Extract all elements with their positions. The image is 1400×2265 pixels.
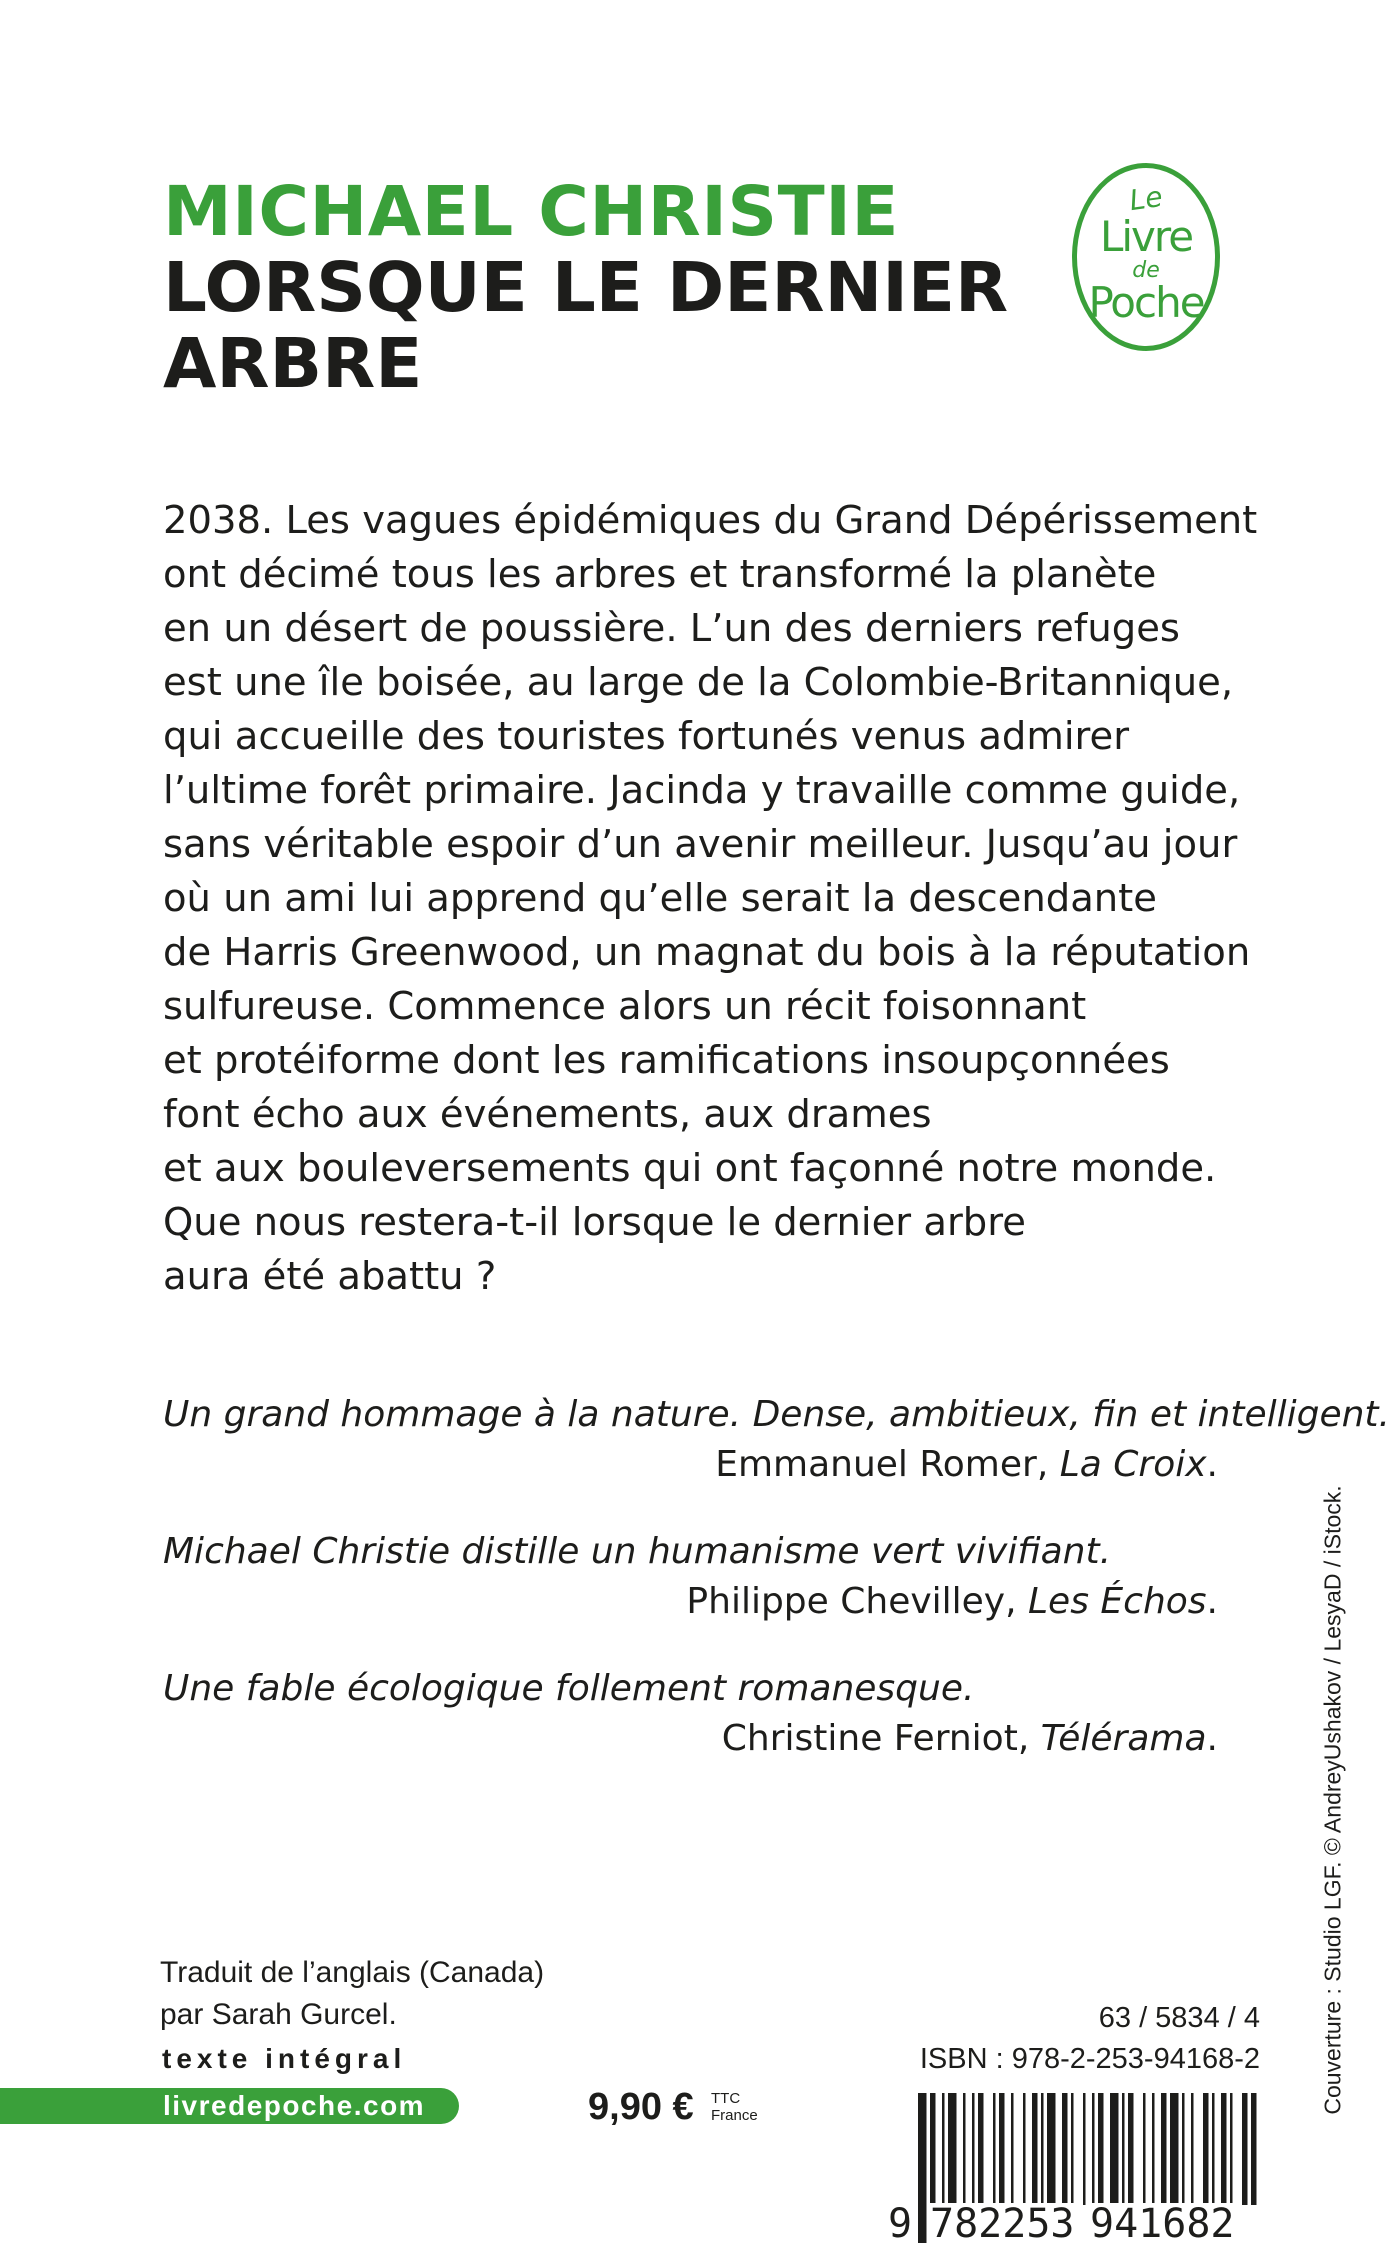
review-outlet: La Croix [1059, 1444, 1207, 1485]
review-source [163, 1714, 1218, 1764]
cover-credit-text: Couverture : Studio LGF. © AndreyUshakov / LesyaD / iStock. [1319, 1485, 1346, 2115]
review-critic: Emmanuel Romer, [715, 1444, 1060, 1485]
review-source [163, 1577, 1218, 1627]
livre-de-poche-logo [1072, 163, 1220, 351]
barcode-bar [1071, 2093, 1074, 2205]
blurb-line: Que nous restera-t-il lorsque le dernier arbre [163, 1200, 1026, 1245]
barcode-bar [1047, 2093, 1056, 2205]
barcode-bar [1152, 2093, 1155, 2205]
barcode-bar [1062, 2093, 1068, 2205]
author-name: MICHAEL CHRISTIE [163, 172, 900, 252]
title-line: ARBRE [163, 324, 423, 404]
website-link[interactable]: livredepoche.com [163, 2090, 426, 2121]
blurb-line: font écho aux événements, aux drames [163, 1092, 932, 1137]
ean-barcode [888, 2093, 1260, 2247]
review-la-croix [163, 1390, 1390, 1490]
blurb-line: aura été abattu ? [163, 1254, 497, 1299]
texte-integral-label: texte intégral [162, 2043, 407, 2074]
barcode-bar [1251, 2093, 1257, 2205]
review-quote: Un grand hommage à la nature. Dense, ambitieux, fin et intelligent. [163, 1394, 1390, 1435]
price: 9,90 € [588, 2086, 694, 2128]
barcode-bar [1203, 2093, 1209, 2205]
price-note-line: TTC [711, 2090, 741, 2107]
barcode-bar [1191, 2093, 1194, 2205]
blurb-line: et aux bouleversements qui ont façonné notre monde. [163, 1146, 1217, 1191]
barcode-digit-lead: 9 [888, 2201, 913, 2247]
review-critic: Christine Ferniot, [721, 1718, 1041, 1759]
barcode-digits-left: 782253 [930, 2201, 1075, 2247]
price-note [711, 2090, 758, 2124]
barcode-bar [1143, 2093, 1146, 2205]
price-note-line: France [711, 2107, 758, 2124]
blurb-line: sulfureuse. Commence alors un récit foisonnant [163, 984, 1087, 1029]
barcode-bar [972, 2093, 975, 2205]
back-cover-blurb [163, 494, 1258, 1304]
barcode-bar [1242, 2093, 1248, 2205]
review-end: . [1206, 1444, 1218, 1485]
review-source [163, 1440, 1218, 1490]
isbn-number: ISBN : 978-2-253-94168-2 [919, 2043, 1260, 2075]
barcode-bar [1221, 2093, 1227, 2205]
review-end: . [1206, 1718, 1218, 1759]
barcode-bar [948, 2093, 957, 2205]
cover-credit [1308, 1470, 1358, 2130]
logo-word-poche: Poche [1088, 278, 1204, 327]
barcode-bar [1161, 2093, 1167, 2205]
logo-word-de: de [1132, 258, 1160, 283]
translation-line: Traduit de l’anglais (Canada) [160, 1956, 545, 1989]
blurb-line: 2038. Les vagues épidémiques du Grand Dépérissement [163, 498, 1258, 543]
title-line: LORSQUE LE DERNIER [163, 248, 1009, 328]
barcode-bar [1182, 2093, 1185, 2205]
blurb-line: sans véritable espoir d’un avenir meilleur. Jusqu’au jour [163, 822, 1238, 867]
barcode-bar [1170, 2093, 1179, 2205]
review-quote: Michael Christie distille un humanisme vert vivifiant. [163, 1531, 1112, 1572]
barcode-bar [918, 2093, 927, 2243]
barcode-bar [978, 2093, 984, 2205]
reference-number: 63 / 5834 / 4 [1098, 2002, 1260, 2034]
review-telerama [163, 1664, 1218, 1764]
blurb-line: ont décimé tous les arbres et transformé la planète [163, 552, 1157, 597]
barcode-bar [1032, 2093, 1038, 2205]
blurb-line: qui accueille des touristes fortunés venus admirer [163, 714, 1130, 759]
barcode-bar [963, 2093, 966, 2205]
blurb-line: et protéiforme dont les ramifications insoupçonnées [163, 1038, 1170, 1083]
barcode-bar [1110, 2093, 1119, 2205]
translation-credit [160, 1952, 544, 2036]
barcode-bar [942, 2093, 945, 2205]
logo-word-livre: Livre [1099, 212, 1193, 261]
book-title [163, 250, 1008, 402]
blurb-line: est une île boisée, au large de la Colombie-Britannique, [163, 660, 1234, 705]
barcode-bar [1230, 2093, 1233, 2205]
logo-word-le: Le [1127, 179, 1165, 218]
barcode-bar [1023, 2093, 1026, 2205]
blurb-line: en un désert de poussière. L’un des derniers refuges [163, 606, 1180, 651]
review-outlet: Télérama [1040, 1718, 1207, 1759]
barcode-bar [993, 2093, 996, 2205]
barcode-bar [999, 2093, 1005, 2205]
blurb-line: de Harris Greenwood, un magnat du bois à la réputation [163, 930, 1251, 975]
barcode-bar [1011, 2093, 1014, 2205]
translation-line: par Sarah Gurcel. [160, 1998, 397, 2031]
barcode-bar [1212, 2093, 1215, 2205]
blurb-line: où un ami lui apprend qu’elle serait la descendante [163, 876, 1157, 921]
review-les-echos [163, 1527, 1218, 1627]
review-outlet: Les Échos [1028, 1581, 1207, 1622]
blurb-line: l’ultime forêt primaire. Jacinda y travaille comme guide, [163, 768, 1241, 813]
barcode-digits-right: 941682 [1090, 2201, 1235, 2247]
review-quote: Une fable écologique follement romanesque. [163, 1668, 975, 1709]
barcode-bar [1128, 2093, 1134, 2205]
review-end: . [1206, 1581, 1218, 1622]
barcode-bar [1041, 2093, 1044, 2205]
barcode-bar [1122, 2093, 1125, 2205]
barcode-bar [1083, 2093, 1086, 2205]
review-critic: Philippe Chevilley, [686, 1581, 1028, 1622]
